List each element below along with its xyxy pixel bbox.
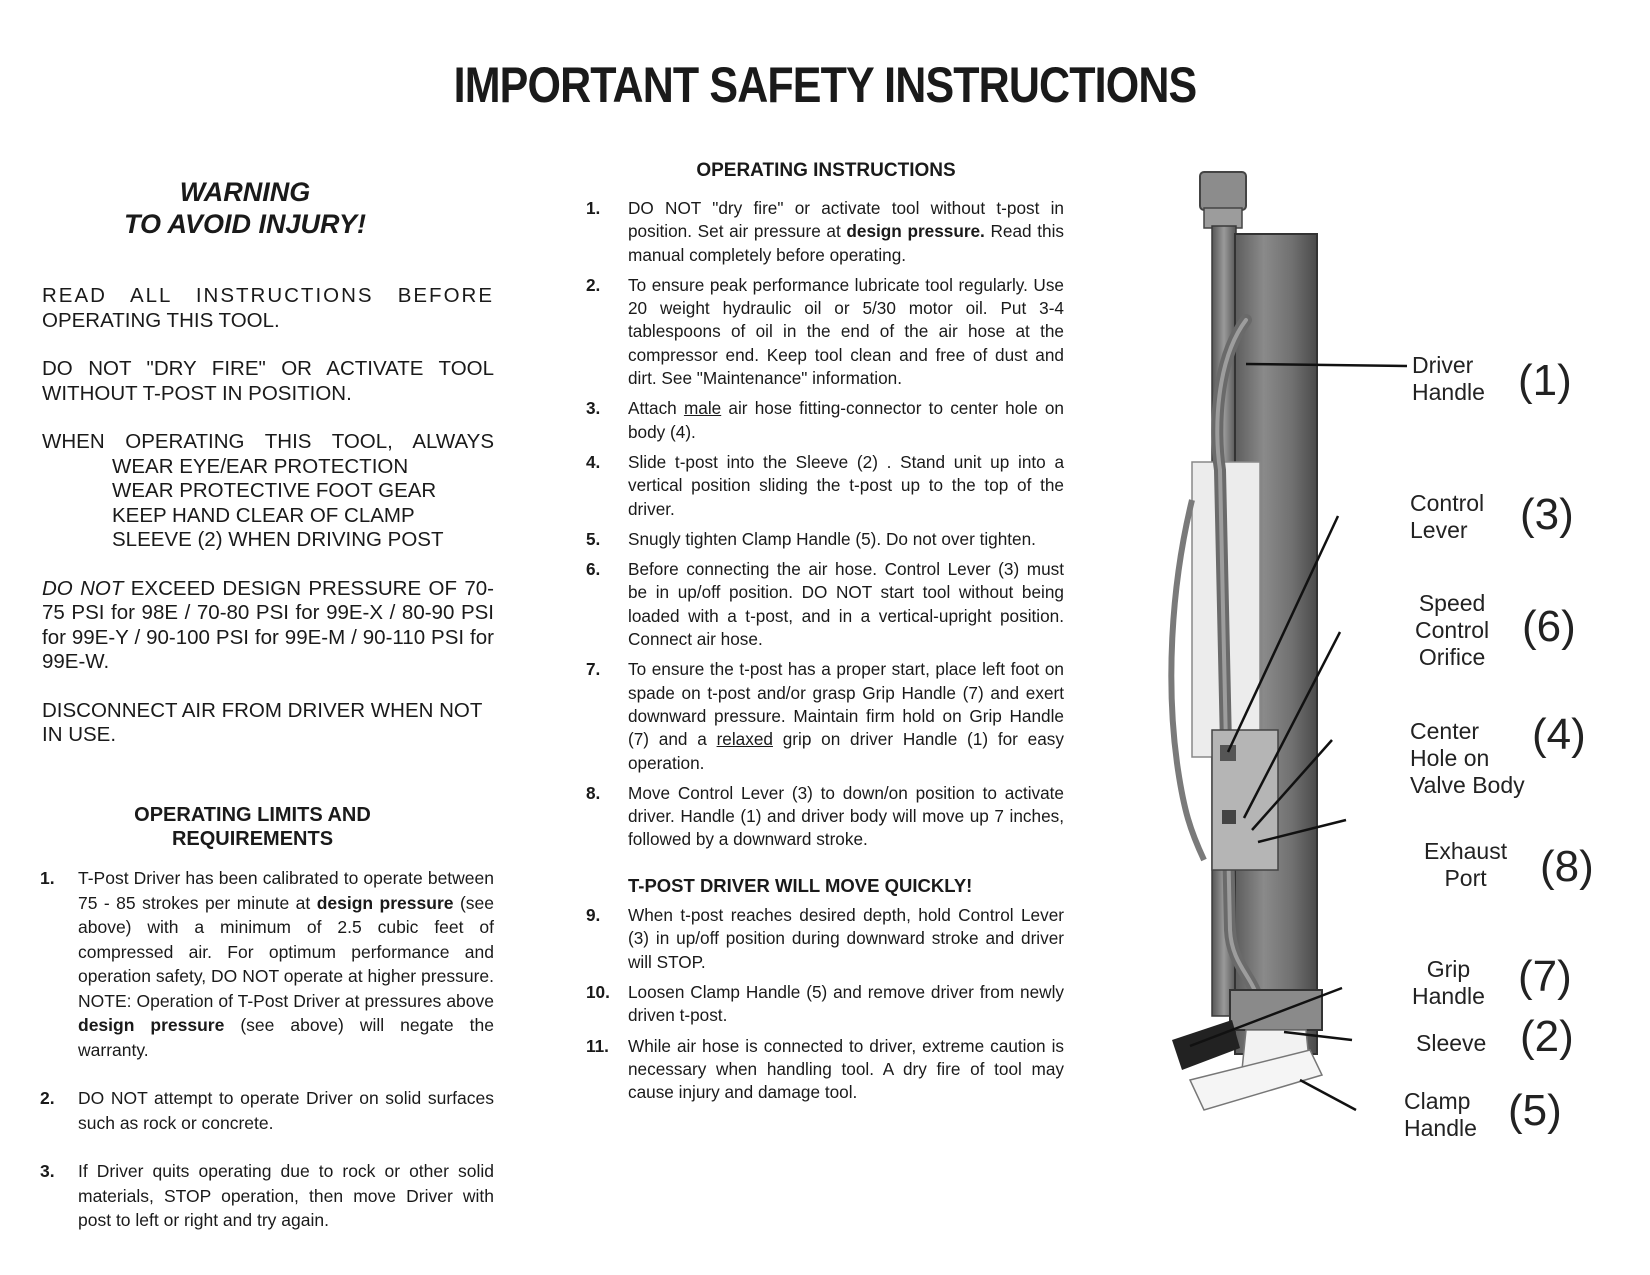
always-item: WEAR PROTECTIVE FOOT GEAR: [112, 479, 437, 502]
list-item: [40, 866, 494, 1062]
callout-speed-control: [1415, 590, 1489, 671]
disconnect-paragraph: DISCONNECT AIR FROM DRIVER WHEN NOT IN USE.: [42, 698, 483, 746]
callout-text: Valve Body: [1410, 772, 1525, 798]
always-item: KEEP HAND CLEAR OF CLAMP: [112, 503, 415, 527]
callout-text: Speed: [1418, 590, 1486, 616]
read-all-line-1: READ ALL INSTRUCTIONS BEFORE: [42, 284, 494, 307]
item-text: DO NOT attempt to operate Driver on solid surfaces such as rock or concrete.: [78, 1088, 494, 1133]
warning-line-1: WARNING: [179, 177, 311, 207]
item-number: 8.: [586, 782, 601, 803]
item-text: Attach: [628, 398, 684, 419]
read-all-line-2: OPERATING THIS TOOL.: [42, 308, 280, 332]
callout-text: Orifice: [1418, 644, 1486, 670]
pressure-text: EXCEED DESIGN PRESSURE OF 70-75 PSI for 98E / 70-80 PSI for 99E-X / 80-90 PSI for 99E-Y / 90-100 PSI for 99E-M / 90-110 PSI for 99E-W.: [42, 576, 494, 673]
list-item: [40, 1159, 494, 1233]
underlined-term: male: [683, 398, 722, 419]
item-number: 2.: [586, 274, 601, 295]
bold-term: design pressure: [78, 1015, 225, 1035]
do-not-emphasis: DO NOT: [42, 576, 124, 600]
list-item: [586, 397, 1064, 444]
callout-text: Grip: [1426, 956, 1471, 982]
item-number: 9.: [586, 905, 601, 926]
item-text: T-Post Driver has been calibrated to operate between 75 - 85 strokes per minute at: [78, 868, 494, 913]
dry-fire-paragraph: [42, 357, 494, 406]
callout-number: (6): [1522, 602, 1576, 651]
callout-text: Lever: [1410, 517, 1468, 543]
item-text: Read this manual completely before operating.: [628, 221, 1064, 265]
callout-number: (7): [1518, 952, 1572, 1001]
callout-text: Driver: [1412, 352, 1474, 378]
list-item: [586, 981, 1064, 1028]
list-item: [586, 451, 1064, 521]
tpost-driver-illustration: [1160, 170, 1650, 1180]
item-number: 5.: [586, 528, 601, 549]
item-number: 11.: [586, 1035, 609, 1056]
callout-text: Handle: [1412, 983, 1485, 1009]
item-text: air hose fitting-connector to center hole on body (4).: [628, 398, 1064, 442]
quick-warning: T-POST DRIVER WILL MOVE QUICKLY!: [628, 874, 973, 896]
read-all-paragraph: [42, 284, 494, 333]
item-text: If Driver quits operating due to rock or other solid materials, STOP operation, then move Driver with post to left or right and try again.: [78, 1161, 494, 1230]
top-fitting: [1200, 172, 1246, 228]
limits-list: [40, 866, 494, 1257]
item-number: 6.: [586, 559, 601, 580]
bold-term: design pressure.: [846, 221, 985, 242]
list-item: [586, 658, 1064, 774]
operating-list: [586, 197, 1064, 1111]
item-number: 3.: [586, 398, 601, 419]
dry-fire-line-2: WITHOUT T-POST IN POSITION.: [42, 381, 352, 405]
item-text: DO NOT "dry fire" or activate tool without t-post in position. Set air pressure at: [628, 198, 1064, 242]
list-item: [586, 1035, 1064, 1105]
list-item: [586, 558, 1064, 651]
callout-grip-handle: [1412, 956, 1485, 1010]
limits-heading: [80, 803, 425, 851]
list-item: [40, 1086, 494, 1135]
item-number: 1.: [40, 868, 55, 888]
callout-text: Control: [1415, 617, 1490, 643]
page-title: IMPORTANT SAFETY INSTRUCTIONS: [453, 57, 1197, 113]
item-number: 1.: [586, 198, 601, 218]
callout-control-lever: [1410, 490, 1484, 544]
list-item: [586, 782, 1064, 852]
callout-text: Exhaust: [1424, 838, 1508, 864]
item-text: (see above) with a minimum of 2.5 cubic feet of compressed air. For optimum performance and operation safety, DO NOT operate at higher pressure. NOTE: Operation of T-Post Driver at pressures above: [78, 892, 494, 1011]
callout-number: (3): [1520, 490, 1574, 539]
item-text: Move Control Lever (3) to down/on position to activate driver. Handle (1) and driver body will move up 7 inches, followed by a downward stroke.: [628, 782, 1064, 850]
always-paragraph: [42, 430, 494, 553]
item-text: grip on driver Handle (1) for easy operation.: [628, 729, 1064, 773]
tpost-driver-figure: [1160, 170, 1650, 1180]
callout-text: Hole on: [1410, 745, 1490, 771]
callout-text: Center: [1410, 718, 1480, 744]
list-item: [586, 904, 1064, 974]
item-text: While air hose is connected to driver, extreme caution is necessary when handling tool. A dry fire of tool may cause injury and damage tool.: [628, 1035, 1064, 1103]
list-item: [586, 274, 1064, 390]
list-item: [586, 528, 1064, 551]
grip-handle-part: [1172, 1020, 1240, 1070]
callout-text: Port: [1444, 865, 1487, 891]
warning-heading: [60, 176, 430, 240]
safety-warnings: [42, 284, 494, 772]
item-text: Loosen Clamp Handle (5) and remove driver from newly driven t-post.: [628, 981, 1064, 1026]
item-text: Snugly tighten Clamp Handle (5). Do not over tighten.: [628, 528, 1036, 549]
operating-heading: OPERATING INSTRUCTIONS: [696, 160, 956, 181]
callout-clamp-handle: [1404, 1088, 1477, 1142]
callout-number: (1): [1518, 356, 1572, 405]
callout-text: Clamp: [1404, 1088, 1471, 1114]
item-number: 7.: [586, 659, 601, 680]
always-item: SLEEVE (2) WHEN DRIVING POST: [112, 528, 444, 551]
underlined-term: relaxed: [716, 729, 773, 750]
pressure-paragraph: [42, 577, 494, 675]
item-number: 10.: [586, 981, 610, 1002]
callout-driver-handle: [1412, 352, 1485, 406]
callout-exhaust-port: [1424, 838, 1507, 892]
when-operating-line: WHEN OPERATING THIS TOOL, ALWAYS: [42, 430, 494, 453]
callout-text: Sleeve: [1416, 1030, 1487, 1056]
item-number: 2.: [40, 1088, 55, 1108]
item-text: To ensure peak performance lubricate tool regularly. Use 20 weight hydraulic oil or 5/30 motor oil. Put 3-4 tablespoons of oil in the end of the air hose at the compressor end. Keep tool clean and free of dust and dirt. See "Maintenance" information.: [628, 274, 1064, 389]
item-text: When t-post reaches desired depth, hold Control Lever (3) in up/off position during downward stroke and driver will STOP.: [628, 905, 1064, 972]
callout-number: (5): [1508, 1086, 1562, 1135]
callout-number: (2): [1520, 1012, 1574, 1061]
item-text: To ensure the t-post has a proper start, place left foot on spade on t-post and/or grasp Grip Handle (7) and exert downward pressure. Maintain firm hold on Grip Handle (7) and a: [628, 659, 1064, 750]
limits-heading-line-1: OPERATING LIMITS AND: [134, 804, 371, 826]
callout-sleeve: [1416, 1030, 1486, 1057]
item-text: (see above) will negate the warranty.: [78, 1015, 494, 1060]
callout-number: (4): [1532, 710, 1586, 759]
always-item: WEAR EYE/EAR PROTECTION: [112, 454, 409, 478]
callout-text: Handle: [1412, 379, 1485, 405]
warning-line-2: TO AVOID INJURY!: [123, 209, 367, 239]
item-number: 3.: [40, 1161, 55, 1181]
callout-text: Control: [1410, 490, 1485, 516]
callout-text: Handle: [1404, 1115, 1477, 1141]
item-text: Slide t-post into the Sleeve (2) . Stand unit up into a vertical position sliding the t-post up to the top of the driver.: [628, 451, 1064, 519]
list-item: [586, 197, 1064, 267]
callout-number: (8): [1540, 842, 1594, 891]
callout-center-hole: [1410, 718, 1525, 799]
bold-term: design pressure: [316, 892, 454, 913]
item-text: Before connecting the air hose. Control Lever (3) must be in up/off position. DO NOT start tool without being loaded with a t-post, and in a vertical-upright position. Connect air hose.: [628, 559, 1064, 650]
limits-heading-line-2: REQUIREMENTS: [171, 828, 334, 850]
item-number: 4.: [586, 451, 601, 472]
bottom-collar: [1230, 990, 1322, 1030]
dry-fire-line-1: DO NOT "DRY FIRE" OR ACTIVATE TOOL: [42, 357, 494, 380]
